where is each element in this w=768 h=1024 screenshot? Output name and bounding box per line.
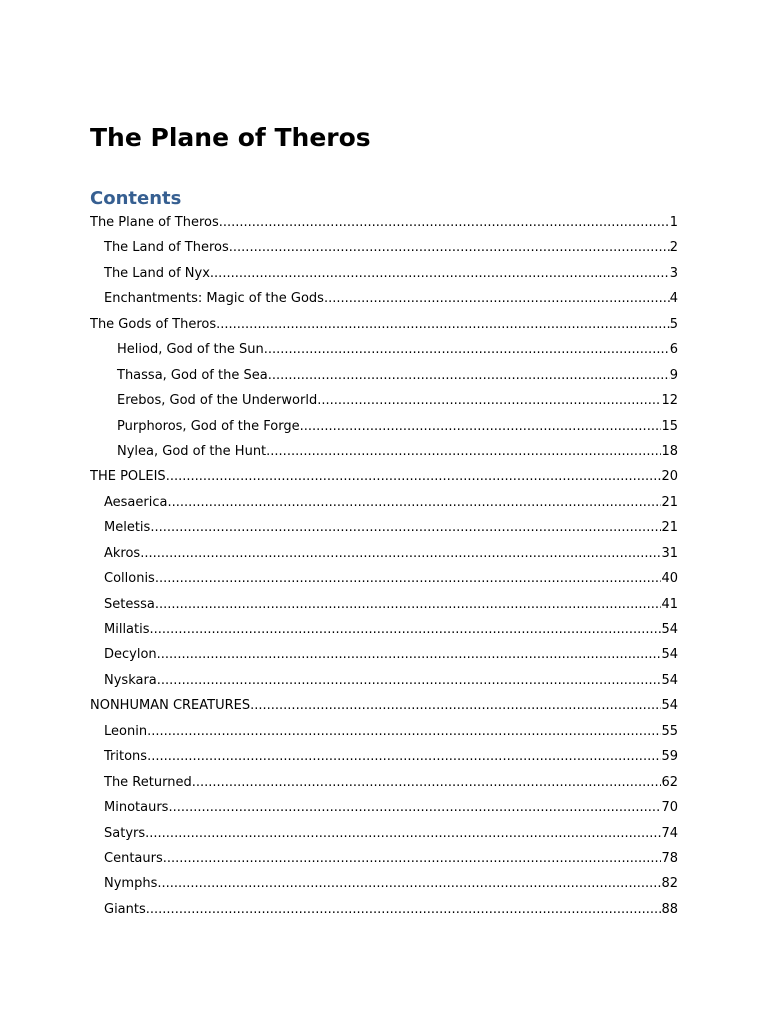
toc-page-number[interactable]: 6 [669,342,678,358]
toc-page-number[interactable]: 21 [661,520,678,536]
toc-entry-title[interactable]: Collonis [104,571,155,587]
toc-entry-title[interactable]: Leonin [104,723,148,739]
toc-dot-leader [216,312,670,337]
toc-entry-title[interactable]: Erebos, God of the Underworld [117,393,318,409]
toc-entry[interactable] [90,846,678,871]
toc-entry[interactable] [90,235,678,260]
document-title: The Plane of Theros [90,123,371,152]
toc-page-number[interactable]: 54 [661,622,678,637]
toc-page-number[interactable]: 18 [661,443,678,459]
toc-entry[interactable] [90,770,678,795]
toc-dot-leader [145,821,661,846]
toc-dot-leader [163,846,662,871]
toc-entry[interactable] [90,617,678,642]
toc-entry[interactable] [90,464,678,489]
toc-page-number[interactable]: 2 [669,240,678,256]
toc-entry[interactable] [90,795,678,820]
toc-entry[interactable] [90,515,678,540]
table-of-contents [90,210,678,922]
toc-dot-leader [268,363,670,388]
toc-dot-leader [155,592,662,617]
toc-entry-title[interactable]: Meletis [104,520,151,536]
toc-entry-title[interactable]: The Returned [104,774,192,790]
toc-page-number[interactable]: 5 [669,316,678,332]
toc-entry-title[interactable]: Heliod, God of the Sun [117,342,264,358]
toc-entry[interactable] [90,337,678,362]
toc-page-number[interactable]: 9 [669,367,678,383]
toc-page-number[interactable]: 41 [661,596,678,612]
toc-entry[interactable] [90,821,678,846]
toc-entry-title[interactable]: The Land of Nyx [104,265,210,281]
toc-dot-leader [219,210,670,235]
toc-entry-title[interactable]: Minotaurs [104,800,169,816]
toc-entry[interactable] [90,719,678,744]
toc-dot-leader [146,897,662,922]
toc-entry-title[interactable]: Centaurs [104,850,163,866]
toc-entry[interactable] [90,642,678,667]
toc-dot-leader [317,388,661,413]
toc-entry-title[interactable]: Nymphs [104,876,158,892]
toc-page-number[interactable]: 62 [661,774,678,790]
toc-page-number[interactable]: 82 [661,876,678,892]
toc-page-number[interactable]: 21 [661,494,678,510]
toc-heading: Contents [90,188,182,209]
toc-dot-leader [192,770,662,795]
toc-page-number[interactable]: 54 [661,647,678,663]
toc-dot-leader [147,719,661,744]
toc-entry-title[interactable]: Decylon [104,647,157,663]
toc-entry[interactable] [90,388,678,413]
toc-dot-leader [140,541,661,566]
toc-entry-title[interactable]: NONHUMAN CREATURES [90,698,251,714]
toc-entry[interactable] [90,871,678,896]
toc-entry[interactable] [90,897,678,922]
toc-page-number[interactable]: 3 [669,265,678,281]
toc-page-number[interactable]: 70 [661,800,678,816]
toc-entry[interactable] [90,414,678,439]
toc-dot-leader [229,235,670,260]
toc-entry[interactable] [90,693,678,718]
toc-entry[interactable] [90,286,678,311]
toc-entry[interactable] [90,312,678,337]
toc-entry-title[interactable]: Nylea, God of the Hunt [117,443,267,459]
toc-page-number[interactable]: 88 [661,901,678,917]
toc-entry-title[interactable]: Akros [104,545,141,561]
toc-page-number[interactable]: 59 [661,749,678,765]
toc-entry[interactable] [90,210,678,235]
toc-dot-leader [150,617,662,642]
toc-dot-leader [300,414,662,439]
toc-page-number[interactable]: 40 [661,571,678,587]
toc-entry-title[interactable]: The Gods of Theros [90,316,217,332]
toc-dot-leader [210,261,670,286]
toc-dot-leader [167,490,661,515]
toc-dot-leader [157,871,661,896]
toc-entry-title[interactable]: Satyrs [104,825,146,841]
toc-dot-leader [155,566,662,591]
toc-page-number[interactable]: 54 [661,698,678,714]
toc-entry-title[interactable]: Enchantments: Magic of the Gods [104,291,324,307]
toc-dot-leader [266,439,661,464]
toc-entry-title[interactable]: THE POLEIS [90,469,166,485]
toc-page-number[interactable]: 78 [661,850,678,866]
toc-dot-leader [157,642,662,667]
toc-dot-leader [147,744,661,769]
toc-page-number[interactable]: 15 [661,418,678,434]
toc-entry-title[interactable]: Tritons [104,749,148,765]
toc-entry-title[interactable]: The Plane of Theros [90,215,219,230]
toc-entry-title[interactable]: Giants [104,901,146,917]
toc-entry-title[interactable]: Nyskara [104,672,157,688]
toc-entry-title[interactable]: Millatis [104,622,150,637]
toc-dot-leader [250,693,661,718]
toc-entry-title[interactable]: Purphoros, God of the Forge [117,418,300,434]
toc-entry[interactable] [90,363,678,388]
toc-entry-title[interactable]: Aesaerica [104,494,168,510]
toc-entry[interactable] [90,261,678,286]
toc-page-number[interactable]: 55 [661,723,678,739]
toc-entry[interactable] [90,566,678,591]
toc-page-number[interactable]: 20 [661,469,678,485]
toc-dot-leader [166,464,662,489]
toc-entry[interactable] [90,668,678,693]
toc-entry[interactable] [90,541,678,566]
toc-entry-title[interactable]: Setessa [104,596,155,612]
toc-entry[interactable] [90,490,678,515]
toc-entry-title[interactable]: Thassa, God of the Sea [117,367,268,383]
toc-dot-leader [324,286,670,311]
toc-page-number[interactable]: 54 [661,672,678,688]
toc-entry[interactable] [90,439,678,464]
toc-entry[interactable] [90,592,678,617]
toc-entry-title[interactable]: The Land of Theros [104,240,229,256]
toc-page-number[interactable]: 4 [669,291,678,307]
toc-dot-leader [157,668,662,693]
toc-dot-leader [264,337,670,362]
toc-page-number[interactable]: 1 [669,215,678,230]
toc-dot-leader [168,795,661,820]
toc-dot-leader [150,515,661,540]
toc-page-number[interactable]: 74 [661,825,678,841]
toc-page-number[interactable]: 31 [661,545,678,561]
toc-page-number[interactable]: 12 [661,393,678,409]
toc-entry[interactable] [90,744,678,769]
